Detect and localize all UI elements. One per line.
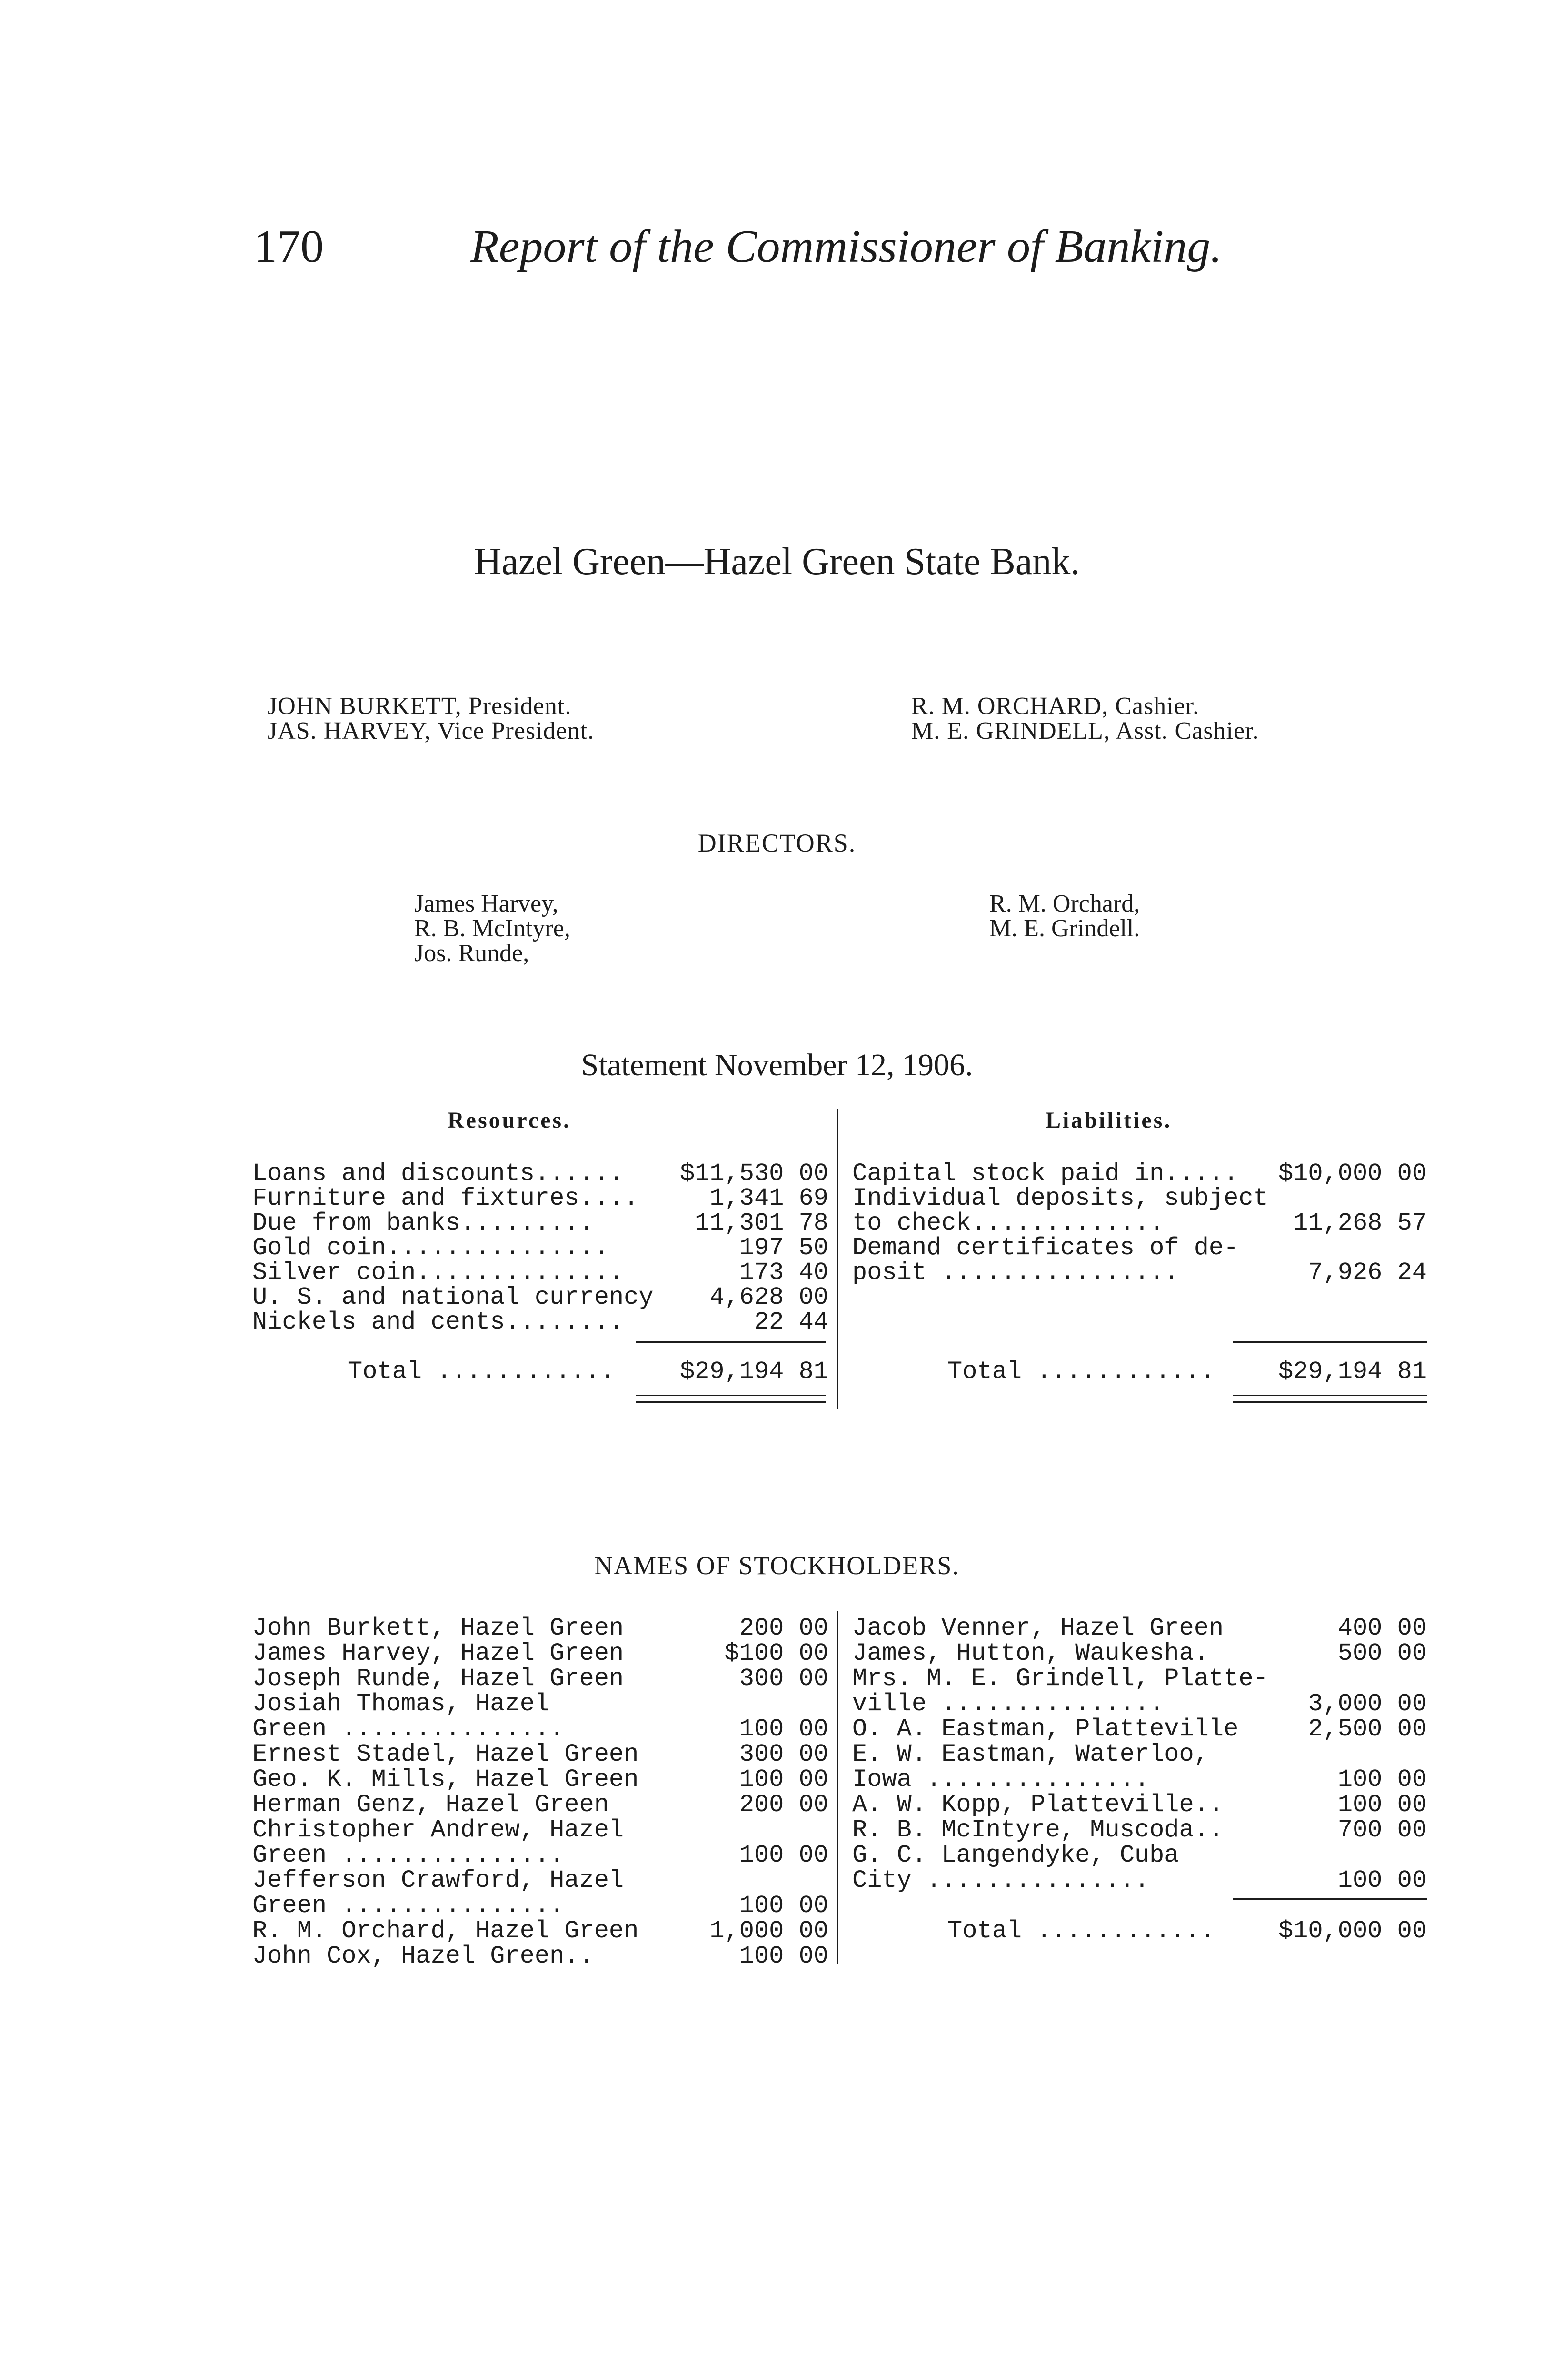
stockholder-name: R. M. Orchard, Hazel Green [252, 1917, 639, 1945]
stockholders-subtotal-rule [1233, 1898, 1427, 1900]
stockholder-name: Herman Genz, Hazel Green [252, 1791, 609, 1819]
stockholder-name: City ............... [852, 1866, 1150, 1894]
stockholder-name: Green ............... [252, 1841, 565, 1869]
resource-amount: 22 44 [754, 1308, 828, 1336]
resource-amount: 1,341 69 [709, 1184, 828, 1212]
liability-label: to check............. [852, 1209, 1165, 1237]
stockholder-name: ville ............... [852, 1690, 1165, 1718]
liability-label: Demand certificates of de- [852, 1234, 1239, 1262]
liabilities-total-double-rule [1233, 1395, 1427, 1403]
stockholder-name: James, Hutton, Waukesha. [852, 1639, 1209, 1667]
resources-total-double-rule [636, 1395, 826, 1403]
liability-label: Capital stock paid in..... [852, 1160, 1239, 1188]
director-left-2: R. B. McIntyre, [414, 915, 570, 942]
director-left-3: Jos. Runde, [414, 940, 529, 967]
stockholder-amount: 700 00 [1337, 1816, 1427, 1844]
stockholders-title: NAMES OF STOCKHOLDERS. [594, 1551, 960, 1580]
resource-label: U. S. and national currency [252, 1283, 654, 1311]
stockholders-total-amount: $10,000 00 [1278, 1917, 1427, 1945]
stockholder-name: John Burkett, Hazel Green [252, 1614, 624, 1642]
stockholder-name: Mrs. M. E. Grindell, Platte- [852, 1665, 1268, 1693]
stockholder-name: Iowa ............... [852, 1765, 1150, 1794]
stockholder-amount: 300 00 [739, 1740, 828, 1768]
stockholder-name: Josiah Thomas, Hazel [252, 1690, 550, 1718]
stockholder-name: Green ............... [252, 1892, 565, 1920]
stockholder-name: Green ............... [252, 1715, 565, 1743]
stockholder-name: Jefferson Crawford, Hazel [252, 1866, 624, 1894]
officer-vice-president: JAS. HARVEY, Vice President. [268, 717, 595, 744]
stockholder-amount: 200 00 [739, 1791, 828, 1819]
resources-total-amount: $29,194 81 [679, 1358, 828, 1386]
stockholder-name: E. W. Eastman, Waterloo, [852, 1740, 1209, 1768]
director-right-1: R. M. Orchard, [989, 890, 1140, 917]
page-number: 170 [254, 221, 324, 272]
resource-label: Silver coin.............. [252, 1259, 624, 1287]
resource-label: Nickels and cents........ [252, 1308, 624, 1336]
liability-amount: $10,000 00 [1278, 1160, 1427, 1188]
stockholder-amount: 2,500 00 [1308, 1715, 1427, 1743]
stockholder-amount: 100 00 [739, 1715, 828, 1743]
officer-asst-cashier: M. E. GRINDELL, Asst. Cashier. [911, 717, 1259, 744]
stockholder-amount: 100 00 [739, 1765, 828, 1794]
resources-subtotal-rule [636, 1341, 826, 1343]
stockholder-amount: 100 00 [739, 1942, 828, 1970]
officer-president: JOHN BURKETT, President. [268, 693, 572, 720]
resource-label: Due from banks......... [252, 1209, 594, 1237]
liabilities-heading: Liabilities. [1046, 1108, 1172, 1133]
stockholder-amount: 100 00 [1337, 1791, 1427, 1819]
stockholder-name: John Cox, Hazel Green.. [252, 1942, 594, 1970]
resource-amount: 11,301 78 [695, 1209, 828, 1237]
liabilities-total-amount: $29,194 81 [1278, 1358, 1427, 1386]
stockholder-amount: 1,000 00 [709, 1917, 828, 1945]
bank-title: Hazel Green—Hazel Green State Bank. [474, 541, 1080, 583]
liabilities-subtotal-rule [1233, 1341, 1427, 1343]
resource-label: Furniture and fixtures.... [252, 1184, 639, 1212]
stockholder-amount: 400 00 [1337, 1614, 1427, 1642]
liability-label: Individual deposits, subject [852, 1184, 1268, 1212]
officer-cashier: R. M. ORCHARD, Cashier. [911, 693, 1200, 720]
stockholder-amount: 500 00 [1337, 1639, 1427, 1667]
stockholder-amount: 300 00 [739, 1665, 828, 1693]
resources-total-label: Total ............ [348, 1358, 615, 1386]
liability-label: posit ................ [852, 1259, 1179, 1287]
stockholder-name: Ernest Stadel, Hazel Green [252, 1740, 639, 1768]
stockholders-total-label: Total ............ [947, 1917, 1215, 1945]
statement-title: Statement November 12, 1906. [581, 1048, 973, 1082]
director-right-2: M. E. Grindell. [989, 915, 1140, 942]
resource-amount: 4,628 00 [709, 1283, 828, 1311]
resource-label: Loans and discounts...... [252, 1160, 624, 1188]
directors-title: DIRECTORS. [697, 829, 857, 857]
stockholder-name: Joseph Runde, Hazel Green [252, 1665, 624, 1693]
stockholder-amount: 100 00 [1337, 1866, 1427, 1894]
statement-column-divider [837, 1109, 838, 1409]
resource-amount: $11,530 00 [679, 1160, 828, 1188]
liability-amount: 7,926 24 [1308, 1259, 1427, 1287]
liability-amount: 11,268 57 [1293, 1209, 1427, 1237]
stockholder-name: O. A. Eastman, Platteville [852, 1715, 1239, 1743]
stockholder-name: James Harvey, Hazel Green [252, 1639, 624, 1667]
stockholder-amount: 3,000 00 [1308, 1690, 1427, 1718]
director-left-1: James Harvey, [414, 890, 558, 917]
liabilities-total-label: Total ............ [947, 1358, 1215, 1386]
stockholder-name: R. B. McIntyre, Muscoda.. [852, 1816, 1224, 1844]
stockholder-amount: 100 00 [1337, 1765, 1427, 1794]
stockholder-amount: 100 00 [739, 1892, 828, 1920]
stockholder-name: A. W. Kopp, Platteville.. [852, 1791, 1224, 1819]
stockholder-name: G. C. Langendyke, Cuba [852, 1841, 1179, 1869]
stockholder-name: Geo. K. Mills, Hazel Green [252, 1765, 639, 1794]
stockholders-column-divider [837, 1611, 838, 1964]
resources-heading: Resources. [448, 1108, 571, 1133]
stockholder-amount: $100 00 [724, 1639, 828, 1667]
stockholder-amount: 100 00 [739, 1841, 828, 1869]
stockholder-amount: 200 00 [739, 1614, 828, 1642]
resource-amount: 197 50 [739, 1234, 828, 1262]
stockholder-name: Jacob Venner, Hazel Green [852, 1614, 1224, 1642]
resource-label: Gold coin............... [252, 1234, 609, 1262]
resource-amount: 173 40 [739, 1259, 828, 1287]
running-title: Report of the Commissioner of Banking. [470, 221, 1222, 272]
stockholder-name: Christopher Andrew, Hazel [252, 1816, 624, 1844]
